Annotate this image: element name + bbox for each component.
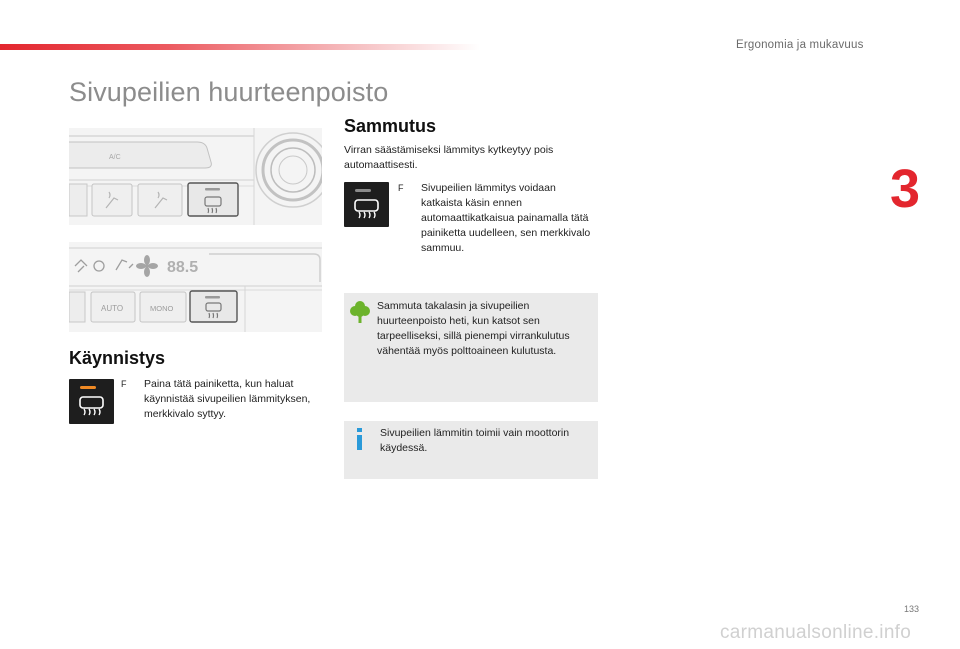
sammutus-paragraph: Virran säästämiseksi lämmitys kytkeytyy pois automaattisesti. bbox=[344, 144, 554, 171]
watermark: carmanualsonline.info bbox=[720, 622, 912, 643]
header-accent-bar bbox=[0, 44, 480, 50]
kaynnistys-text: Paina tätä painiketta, kun haluat käynnistää sivupeilien lämmityksen, merkkivalo syttyy. bbox=[144, 378, 311, 420]
heading-kaynnistys: Käynnistys bbox=[69, 348, 166, 368]
mirror-defrost-button-off[interactable] bbox=[344, 182, 389, 227]
mirror-defrost-button-on[interactable] bbox=[69, 379, 114, 424]
info-note bbox=[344, 421, 598, 479]
info-icon bbox=[355, 428, 365, 450]
info-note-text: Sivupeilien lämmitin toimii vain moottorin käydessä. bbox=[380, 427, 570, 454]
mono-label: MONO bbox=[150, 304, 174, 313]
heading-sammutus: Sammutus bbox=[344, 116, 437, 136]
indicator-led-on bbox=[80, 386, 96, 389]
auto-label: AUTO bbox=[101, 304, 124, 313]
eco-note-text: Sammuta takalasin ja sivupeilien huurteenpoisto heti, kun katsot sen tarpeelliseksi, sillä pienempi virrankulutus vähentää myös polttoaineen kulutusta. bbox=[377, 300, 570, 357]
mirror-defrost-icon bbox=[78, 396, 105, 416]
climate-panel-top bbox=[69, 128, 322, 225]
indicator-led-off bbox=[355, 189, 371, 192]
bullet-marker: F bbox=[398, 183, 404, 193]
page-number: 133 bbox=[904, 604, 920, 614]
chapter-title: Ergonomia ja mukavuus bbox=[736, 39, 864, 51]
climate-panel-bottom bbox=[69, 242, 322, 332]
mirror-defrost-icon bbox=[353, 199, 380, 219]
chapter-number: 3 bbox=[890, 159, 921, 219]
sammutus-text: Sivupeilien lämmitys voidaan katkaista käsin ennen automaattikatkaisua painamalla tätä painiketta uudelleen, sen merkkivalo sammuu. bbox=[421, 182, 591, 254]
sammutus-instruction bbox=[398, 181, 598, 256]
page-title: Sivupeilien huurteenpoisto bbox=[69, 77, 389, 107]
eco-note bbox=[344, 293, 598, 402]
display-readout: 88.5 bbox=[167, 259, 199, 276]
kaynnistys-instruction bbox=[121, 377, 321, 422]
bullet-marker: F bbox=[121, 379, 127, 389]
tree-icon bbox=[350, 300, 370, 324]
ac-label: A/C bbox=[109, 154, 121, 161]
